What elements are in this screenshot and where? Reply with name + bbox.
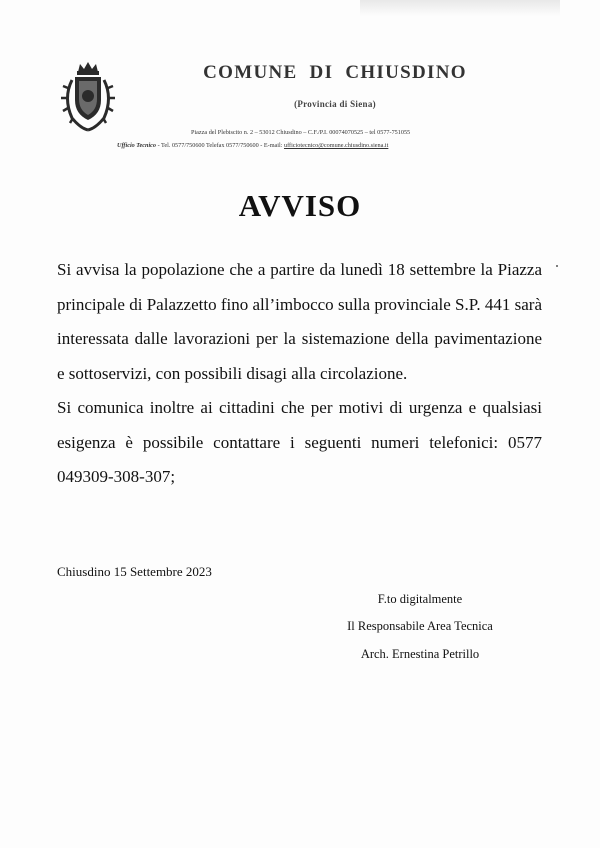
office-label: Ufficio Tecnico	[117, 142, 157, 149]
notice-paragraph-2: Si comunica inoltre ai cittadini che per motivi di urgenza e qualsiasi esigenza è possibile contattare i seguenti numeri telefonici: 0577 049309-308-307;	[57, 398, 542, 486]
notice-paragraph-1: Si avvisa la popolazione che a partire da lunedì 18 settembre la Piazza principale di Palazzetto fino all’imbocco sulla provinciale S.P. 441 sarà interessata dalle lavorazioni per la sistemazione della pavimentazione e sottoservizi, con possibili disagi alla circolazione.	[57, 260, 542, 383]
notice-date: Chiusdino 15 Settembre 2023	[57, 564, 212, 579]
municipal-crest-icon	[58, 58, 118, 134]
notice-heading: AVVISO	[238, 188, 362, 223]
office-contacts: - Tel. 0577/750600 Telefax 0577/750600 - E-mail:	[156, 142, 284, 149]
office-email-link[interactable]: ufficiotecnico@comune.chiusdino.siena.it	[283, 142, 389, 149]
address-line: Piazza del Plebiscito n. 2 – 53012 Chiusdino – C.F./P.I. 00074070525 – tel 0577-751055	[191, 129, 411, 136]
signature-role: Il Responsabile Area Tecnica	[347, 619, 493, 633]
scan-shadow	[360, 0, 560, 16]
scan-speck	[556, 265, 558, 267]
municipality-title: COMUNE DI CHIUSDINO	[203, 62, 467, 83]
signature-digital-note: F.to digitalmente	[377, 592, 463, 606]
office-contact-line	[117, 142, 388, 149]
signature-name: Arch. Ernestina Petrillo	[360, 647, 480, 661]
province-subtitle: (Provincia di Siena)	[294, 99, 376, 109]
notice-body	[57, 253, 542, 495]
